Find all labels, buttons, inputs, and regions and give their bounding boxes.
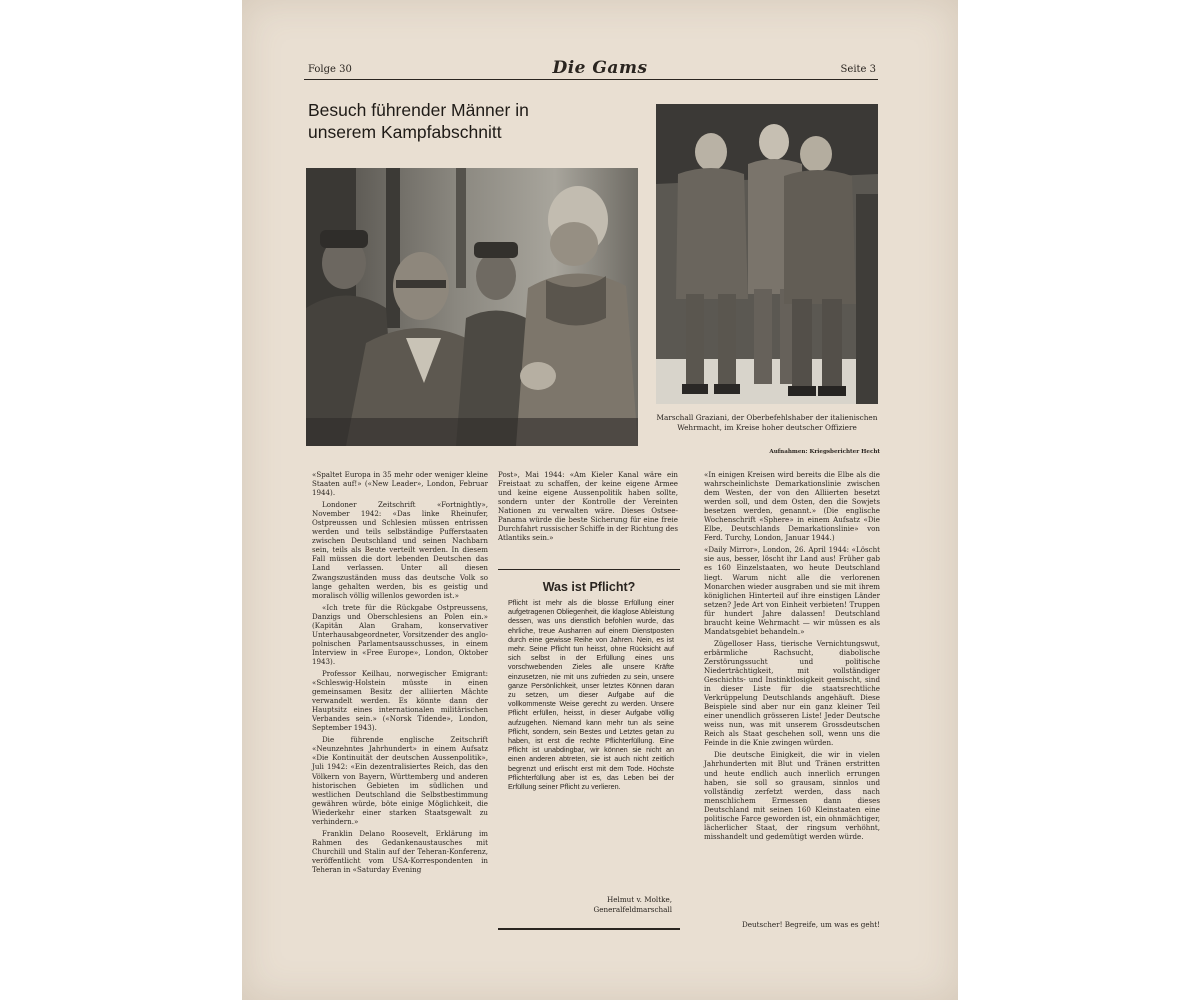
box-title: Was ist Pflicht? xyxy=(542,580,636,594)
column1-paragraph: Londoner Zeitschrift «Fortnightly», November 1942: «Das linke Rheinufer, Ostpreussen und Schlesien müssen entrissen werden und teils selbständige Pufferstaaten zwischen Deutschland und seinen Nachbarn sein, teils als Beute verteilt werden. In diesem Fall müssen die dort lebenden Deutschen das Land verlassen. Unter all diesen Zwangszuständen muss das deutsche Volk so lange gehalten werden, bis es geistig und moralisch völlig willenlos geworden ist.» xyxy=(312,500,488,600)
signature-title: Generalfeldmarschall xyxy=(593,905,672,914)
column3-paragraph: Die deutsche Einigkeit, die wir in vielen Jahrhunderten mit Blut und Tränen erstritten und heute endlich auch innerlich errungen haben, sie soll so grausam, sinnlos und vollständig zerfetzt werden, dass nach menschlichem Ermessen dann dieses Deutschland mit seinen 160 Kleinstaaten eine politische Farce geworden ist, ein ohnmächtiger, lächerlicher Staat, der ringsum verhöhnt, misshandelt und gedemütigt werden würde. xyxy=(704,750,880,841)
column3-paragraph: Zügelloser Hass, tierische Vernichtungswut, erbärmliche Rachsucht, diabolische Zerstörungssucht und politische Niederträchtigkeit, mit vollständiger Geschichts- und Instinktlosigkeit gemischt, sind in dieser Liste für die staatsrechtliche Verkrüppelung Deutschlands angehäuft. Diese Beispiele sind aber nur ein ganz kleiner Teil einer unendlich grösseren Liste! Jeder Deutsche weiss nun, was mit unserem Grossdeutschen Reich als Staat geschehen soll, wenn uns die Feinde in die Knie zwingen würden. xyxy=(704,638,880,748)
photo-graziani-illustration xyxy=(656,104,878,404)
column3-paragraph: «Daily Mirror», London, 26. April 1944: «Löscht sie aus, besser, löscht ihr Land aus! Früher gab es 160 Einzelstaaten, wo heute Deutschland liegt. Warum nicht alle die verlorenen Monarchen wieder ausgraben und sie mit ihrem königlichen Hinterteil auf ihre einstigen Länder setzen? Jede Art von Einheit verbieten! Truppen für hundert Jahre dalassen! Deutschland braucht keine Wehrmacht — wir müssen es als Mandatsgebiet behandeln.» xyxy=(704,545,880,636)
photo-graziani-group xyxy=(656,104,878,404)
photo-officers-group xyxy=(306,168,638,446)
column1-paragraph: «Spaltet Europa in 35 mehr oder weniger kleine Staaten auf!» («New Leader», London, Februar 1944). xyxy=(312,470,488,498)
box-bottom-rule xyxy=(498,928,680,930)
article-column-3 xyxy=(704,470,880,844)
column1-paragraph: Franklin Delano Roosevelt, Erklärung im Rahmen des Gedankenaustausches mit Churchill und Stalin auf der Teheran-Konferenz, veröffentlicht vom USA-Korrespondenten in Teheran in «Saturday Evening xyxy=(312,828,488,874)
article-column-1 xyxy=(312,470,488,877)
newspaper-title: Die Gams xyxy=(552,58,648,78)
photo-officers-illustration xyxy=(306,168,638,446)
header-rule xyxy=(304,79,878,80)
column1-paragraph: Die führende englische Zeitschrift «Neunzehntes Jahrhundert» in einem Aufsatz «Die Kontinuität der deutschen Aussenpolitik», Juli 1942: «Ein dezentralisiertes Reich, das den Völkern von Bayern, Württemberg und anderen historischen Gebieten im südlichen und westlichen Deutschland die Selbstbestimmung gewähren würde, böte einige Möglichkeit, die Wiederkehr einer starken Staatsgewalt zu verhindern.» xyxy=(312,735,488,826)
signature-name: Helmut v. Moltke, xyxy=(607,895,672,904)
newspaper-page xyxy=(242,0,958,1000)
article-column-2 xyxy=(498,470,678,545)
column1-paragraph: «Ich trete für die Rückgabe Ostpreussens, Danzigs und Oberschlesiens an Polen ein.» (Kapitän Alan Graham, konservativer Unterhausabgeordneter, Vorsitzender des anglo-polnischen Parlamentsausschusses, in einem Interview in «Free Europe», London, Oktober 1943). xyxy=(312,602,488,666)
page-number: Seite 3 xyxy=(840,64,876,75)
closing-line: Deutscher! Begreife, um was es geht! xyxy=(742,920,880,929)
column3-paragraph: «In einigen Kreisen wird bereits die Elbe als die wahrscheinlichste Demarkationslinie zwischen dem Westen, der von den Alliierten besetzt werden soll, und dem Osten, den die Sowjets besetzen werden, genannt.» (Die englische Wochenschrift «Sphere» in einem Aufsatz «Die Elbe, Deutschlands Demarkationslinie» von Ferd. Turchy, London, Januar 1944.) xyxy=(704,470,880,543)
article-headline: Besuch führender Männer in unserem Kampfabschnitt xyxy=(308,100,529,142)
photo-caption: Marschall Graziani, der Oberbefehlshaber der italienischen Wehrmacht, im Kreise hoher deutscher Offiziere xyxy=(656,413,878,432)
box-top-rule xyxy=(498,569,680,570)
column1-paragraph: Professor Keilhau, norwegischer Emigrant: «Schleswig-Holstein müsste in einen gemeinsamen Besitz der alliierten Mächte verwandelt werden. Es könnte dann der Hauptsitz eines internationalen militärischen Verbandes sein.» («Norsk Tidende», London, September 1943). xyxy=(312,668,488,733)
issue-number: Folge 30 xyxy=(308,64,352,75)
column2-paragraph: Post», Mai 1944: «Am Kieler Kanal wäre ein Freistaat zu schaffen, der keine eigene Armee und keine eigene Aussenpolitik haben sollte, sondern unter der Kontrolle der Vereinten Nationen zu verwalten wäre. Dieses Ostsee-Panama würde die beste Sicherung für eine freie Durchfahrt russischer Schiffe in der Richtung des Atlantiks sein.» xyxy=(498,470,678,543)
photo-credit: Aufnahmen: Kriegsberichter Hecht xyxy=(769,449,880,455)
box-signature xyxy=(508,895,672,915)
box-text: Pflicht ist mehr als die blosse Erfüllung einer aufgetragenen Obliegenheit, die klaglose Ableistung dessen, was uns dienstlich befohlen wurde, das ehrliche, treue Ausharren auf einem Dienstposten durch eine gewisse Reihe von Jahren. Nein, es ist mehr. Seine Pflicht tun heisst, ohne Rücksicht auf sich selbst in der Erfüllung eines uns vorschwebenden Zieles alle unsere Kräfte einzusetzen, nie mit uns zufrieden zu sein, unsere ganze Persönlichkeit, unser letztes Können daran zu setzen, um dieser Aufgabe auf die vollkommenste Weise gerecht zu werden. Unsere Pflicht erfüllen, heisst, in dieser Aufgabe völlig aufzugehen. Niemand kann mehr tun als seine Pflicht, sondern, sein Bestes und Letztes getan zu haben, ist erst die rechte Pflichterfüllung. Eine Pflicht ist unabdingbar, wir können sie nicht an einen anderen abtreten, sie ist auch nicht zeitlich begrenzt und erlischt erst mit dem Tode. Höchste Pflichterfüllung aber ist es, das Leben bei der Erfüllung seiner Pflicht zu verlieren. xyxy=(508,598,674,792)
